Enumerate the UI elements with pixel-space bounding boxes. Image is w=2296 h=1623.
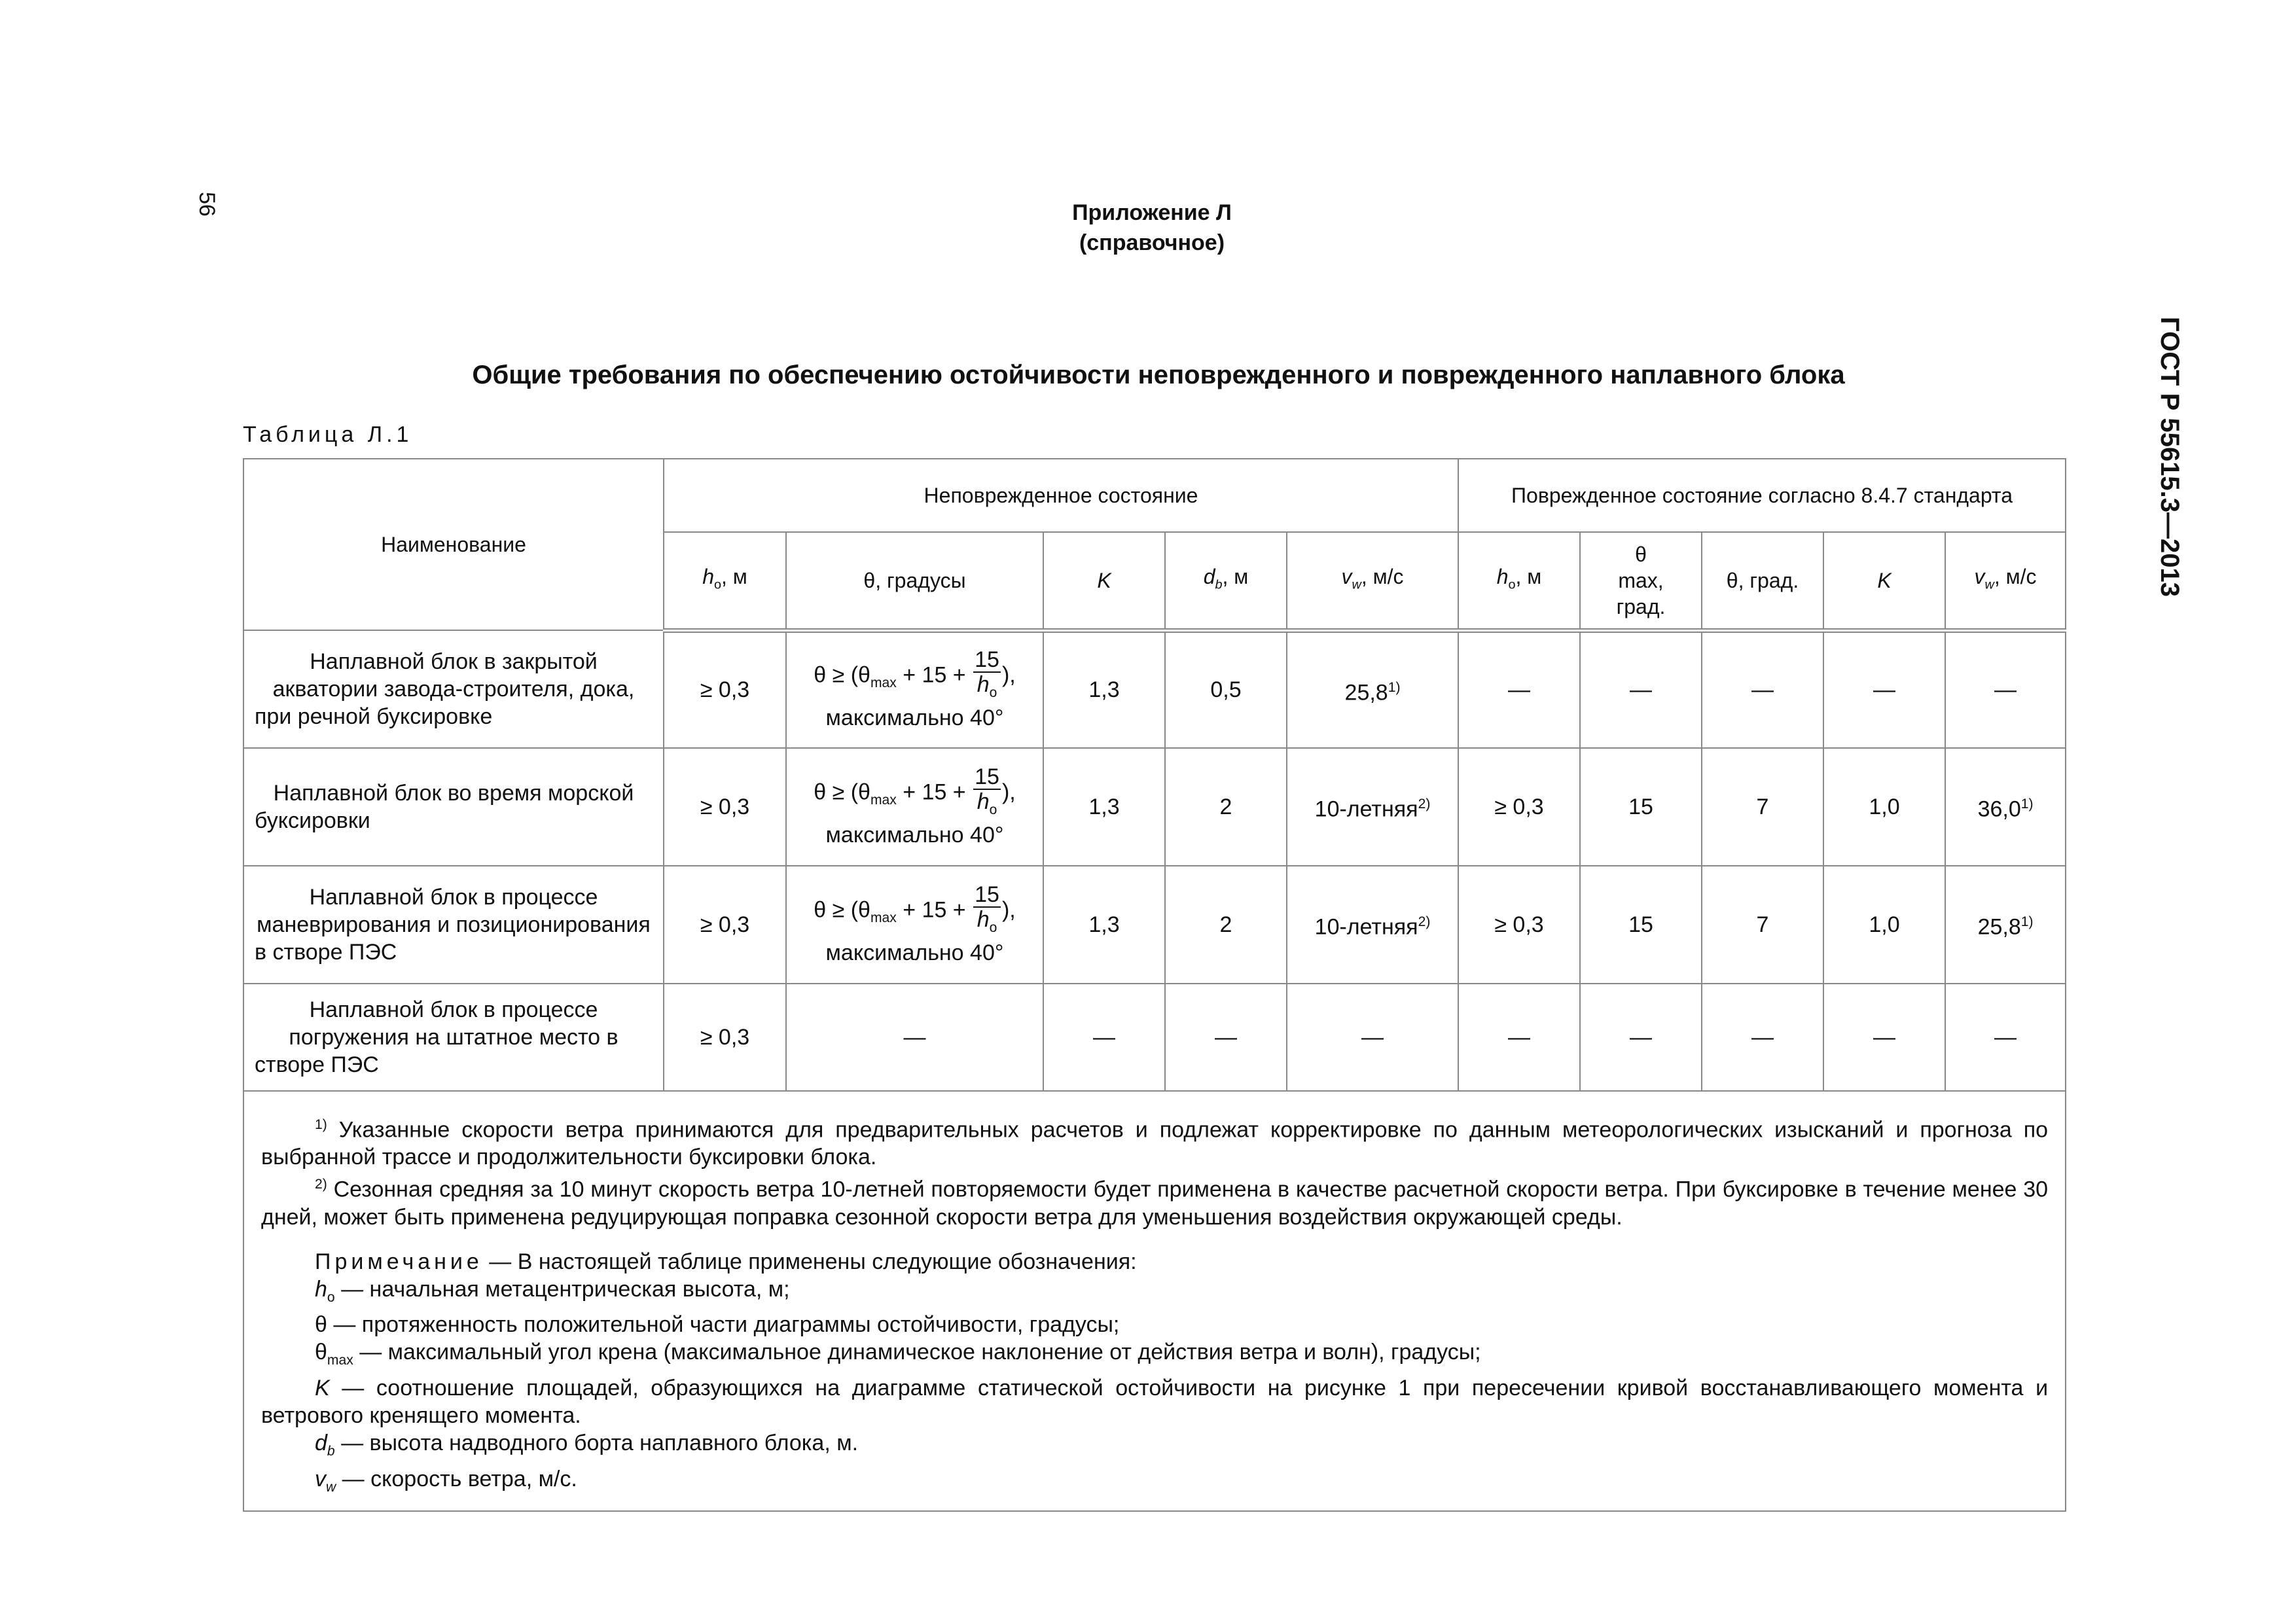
cell-theta-formula: — [786,984,1043,1091]
cell-damaged-theta-max: 15 [1580,748,1702,866]
page-number: 56 [194,192,219,217]
cell-theta-formula: $\theta \ge (\theta_{max} + 15$ + $\frac{15}{h_o}$ ), максимально 40° [786,866,1043,984]
cell-damaged-vw: — [1945,630,2066,748]
cell-k: 1,3 [1043,748,1165,866]
col-vw-header: $v_w$, м/с [1287,532,1458,630]
legend-ho: $h_o$ — начальная метацентрическая высота, м; [315,1276,790,1305]
cell-damaged-theta: — [1702,984,1823,1091]
cell-damaged-k: 1,0 [1823,866,1945,984]
cell-damaged-ho: ≥ 0,3 [1458,866,1580,984]
cell-db: — [1165,984,1287,1091]
cell-damaged-theta-max: — [1580,984,1702,1091]
cell-damaged-k: — [1823,984,1945,1091]
cell-damaged-vw: — [1945,984,2066,1091]
cell-ho: ≥ 0,3 [664,866,786,984]
cell-k: 1,3 [1043,630,1165,748]
damaged-group-header: Поврежденное состояние согласно 8.4.7 стандарта [1458,459,2066,532]
cell-ho: ≥ 0,3 [664,984,786,1091]
legend-theta-max: $\theta_{max}$ — максимальный угол крена (максимальное динамическое наклонение от действия ветра и волн), градусы; [315,1340,1481,1368]
row-name: Наплавной блок в процессе маневрирования и позиционирования в створе ПЭС [243,866,664,984]
col-theta-header: θ, градусы [786,532,1043,630]
cell-vw: 10-летняя$^{2)}$ [1287,748,1458,866]
intact-group-header: Неповрежденное состояние [664,459,1458,532]
cell-damaged-vw: 36,0$^{1)}$ [1945,748,2066,866]
cell-damaged-ho: — [1458,630,1580,748]
col-k-header: K [1043,532,1165,630]
cell-vw: — [1287,984,1458,1091]
row-name: Наплавной блок в процессе погружения на штатное место в створе ПЭС [243,984,664,1091]
col-damaged-theta-header: θ, град. [1702,532,1823,630]
row-name: Наплавной блок во время морской буксировки [243,748,664,866]
cell-db: 2 [1165,748,1287,866]
note-heading: Примечание — В настоящей таблице применены следующие обозначения: [315,1249,1137,1274]
cell-vw: 25,8$^{1)}$ [1287,630,1458,748]
cell-damaged-theta: — [1702,630,1823,748]
header-row-groups [243,459,2066,532]
legend-db: $d_b$ — высота надводного борта наплавного блока, м. [315,1431,859,1459]
cell-damaged-ho: ≥ 0,3 [1458,748,1580,866]
cell-damaged-theta: 7 [1702,748,1823,866]
cell-ho: ≥ 0,3 [664,748,786,866]
col-name-header: Наименование [243,459,664,630]
cell-damaged-theta: 7 [1702,866,1823,984]
col-damaged-vw-header: $v_w$, м/с [1945,532,2066,630]
legend-k: K — соотношение площадей, образующихся на диаграмме статической остойчивости на рисунке 1 при пересечении кривой восстанавливающего момента и ветрового кренящего момента. [261,1376,2049,1429]
row-name: Наплавной блок в закрытой акватории завода-строителя, дока, при речной буксировке [243,630,664,748]
table-row [243,748,2066,866]
table-row [243,866,2066,984]
standard-designation: ГОСТ Р 55615.3—2013 [2155,316,2184,597]
document-title: Общие требования по обеспечению остойчивости неповрежденного и поврежденного наплавного блока [472,361,1845,389]
legend-vw: $v_w$ — скорость ветра, м/с. [315,1467,577,1495]
notes-row [243,1091,2066,1511]
col-damaged-ho-header: $h_o$, м [1458,532,1580,630]
table-row [243,984,2066,1091]
table-row [243,630,2066,748]
col-ho-header: $h_o$, м [664,532,786,630]
cell-db: 2 [1165,866,1287,984]
cell-damaged-theta-max: 15 [1580,866,1702,984]
table-notes [243,1091,2066,1511]
cell-damaged-ho: — [1458,984,1580,1091]
footnote-1: $^{1)}$ Указанные скорости ветра принимаются для предварительных расчетов и подлежат корректировке по данным метеорологических изысканий и прогноза по выбранной трассе и продолжительности буксировки блока. [261,1117,2049,1170]
cell-damaged-k: 1,0 [1823,748,1945,866]
cell-damaged-theta-max: — [1580,630,1702,748]
table-label: Таблица Л.1 [243,422,413,447]
cell-k: 1,3 [1043,866,1165,984]
col-theta-max-header: θ max, град. [1580,532,1702,630]
appendix-heading [982,198,1322,258]
col-damaged-k-header: K [1823,532,1945,630]
appendix-name: Приложение Л [1072,200,1232,225]
appendix-type: (справочное) [1079,230,1225,255]
cell-vw: 10-летняя$^{2)}$ [1287,866,1458,984]
cell-theta-formula: $\theta \ge (\theta_{max} + 15$ + $\frac{15}{h_o}$ ), максимально 40° [786,630,1043,748]
cell-damaged-vw: 25,8$^{1)}$ [1945,866,2066,984]
cell-ho: ≥ 0,3 [664,630,786,748]
cell-damaged-k: — [1823,630,1945,748]
stability-table [243,458,2066,1512]
cell-k: — [1043,984,1165,1091]
col-db-header: $d_b$, м [1165,532,1287,630]
legend-theta: θ — протяженность положительной части диаграммы остойчивости, градусы; [315,1312,1120,1338]
footnote-2: $^{2)}$ Сезонная средняя за 10 минут скорость ветра 10-летней повторяемости будет применена в качестве расчетной скорости ветра. При буксировке в течение менее 30 дней, может быть применена редуцирующая поправка сезонной скорости ветра для уменьшения воздействия окружающей среды. [261,1177,2049,1230]
cell-db: 0,5 [1165,630,1287,748]
cell-theta-formula: $\theta \ge (\theta_{max} + 15$ + $\frac{15}{h_o}$ ), максимально 40° [786,748,1043,866]
